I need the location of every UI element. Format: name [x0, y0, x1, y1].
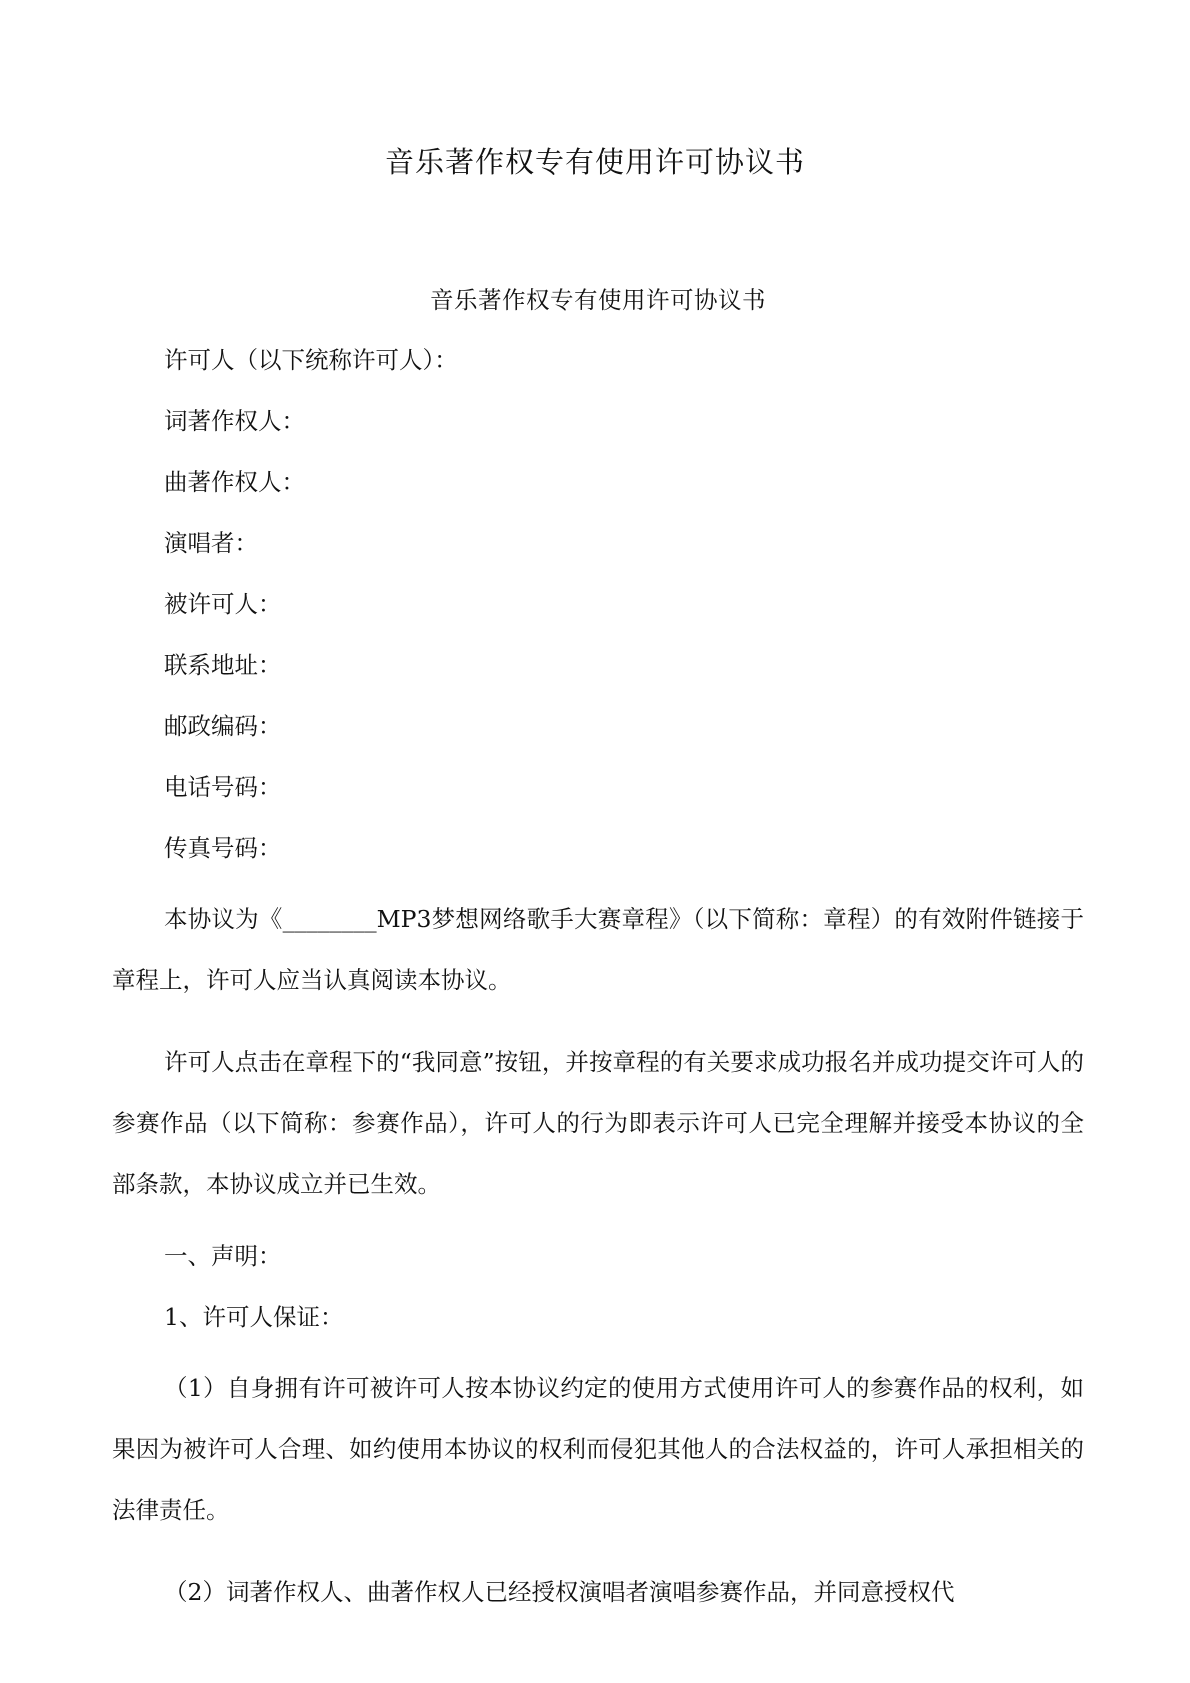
document-body: [112, 280, 1084, 1644]
field-licensee: 被许可人：: [164, 590, 282, 618]
field-postcode: 邮政编码：: [164, 712, 282, 740]
paragraph-consent: 许可人点击在章程下的“我同意”按钮，并按章程的有关要求成功报名并成功提交许可人的参赛作品（以下简称：参赛作品），许可人的行为即表示许可人已完全理解并接受本协议的全部条款，本协议成立并已生效。: [112, 1048, 1084, 1198]
field-phone: 电话号码：: [164, 773, 282, 801]
field-address: 联系地址：: [164, 651, 282, 679]
field-licensor: 许可人（以下统称许可人）：: [164, 346, 458, 374]
clause-item-2: （2）词著作权人、曲著作权人已经授权演唱者演唱参赛作品，并同意授权代: [164, 1578, 955, 1606]
paragraph-intro: 本协议为《________MP3梦想网络歌手大赛章程》（以下简称：章程）的有效附件链接于章程上，许可人应当认真阅读本协议。: [112, 905, 1084, 994]
document-title: 音乐著作权专有使用许可协议书: [384, 145, 805, 179]
field-performer: 演唱者：: [164, 529, 258, 557]
section-heading-declaration: 一、声明：: [164, 1242, 282, 1270]
clause-heading-licensor-guarantee: 1、许可人保证：: [164, 1303, 344, 1331]
document-subtitle: 音乐著作权专有使用许可协议书: [430, 286, 766, 314]
field-composer: 曲著作权人：: [164, 468, 305, 496]
field-fax: 传真号码：: [164, 834, 282, 862]
field-lyricist: 词著作权人：: [164, 407, 305, 435]
clause-item-1: （1）自身拥有许可被许可人按本协议约定的使用方式使用许可人的参赛作品的权利，如果因为被许可人合理、如约使用本协议的权利而侵犯其他人的合法权益的，许可人承担相关的法律责任。: [112, 1374, 1084, 1524]
